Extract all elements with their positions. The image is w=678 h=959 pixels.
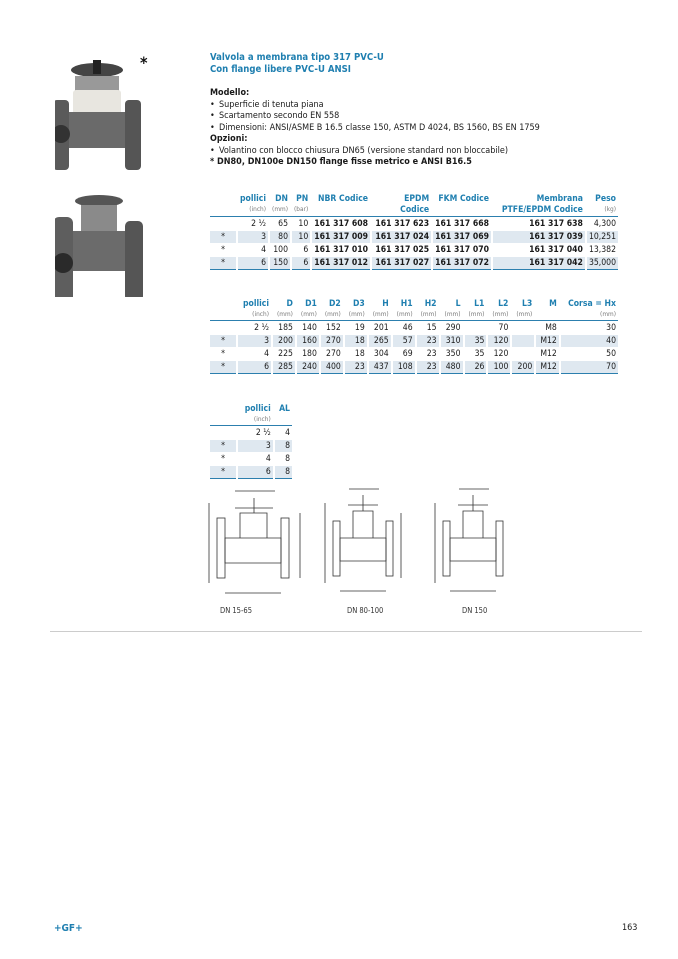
table-cell: 270 [326, 348, 341, 359]
table-cell: 161 317 025 [375, 245, 430, 255]
marker-header [210, 404, 236, 424]
column-title: Peso [595, 194, 616, 204]
divider [50, 631, 642, 632]
row-marker: * [221, 348, 225, 359]
table-cell: 6 [292, 257, 310, 270]
table-cell: 304 [373, 348, 389, 359]
table-cell: 19 [354, 322, 365, 333]
column-header [536, 299, 559, 319]
table-cell: 161 317 039 [493, 231, 585, 243]
column-unit: (inch) [253, 414, 271, 423]
table-row [210, 335, 618, 347]
table-cell: M12 [536, 361, 559, 374]
column-title: Corsa = Hx [568, 299, 616, 309]
row-marker: * [210, 361, 236, 374]
title-line-2: Con flange libere PVC-U ANSI [210, 64, 351, 75]
row-marker [210, 427, 236, 439]
marker-header [210, 299, 236, 319]
table-cell: 100 [488, 361, 510, 374]
table-cell: 161 317 040 [529, 245, 583, 255]
table-row [210, 427, 292, 439]
column-unit: (bar) [294, 204, 309, 213]
row-marker: * [210, 335, 236, 347]
column-unit: (mm) [272, 204, 288, 213]
column-header [297, 299, 319, 319]
table-cell: 140 [302, 322, 317, 333]
modello-item: • Dimensioni: ANSI/ASME B 16.5 classe 150, ASTM D 4024, BS 1560, BS EN 1759 [210, 123, 540, 135]
table-cell: 200 [512, 361, 534, 374]
table-cell: 265 [369, 335, 391, 347]
table-cell: 100 [273, 245, 288, 255]
column-header [465, 299, 487, 319]
table-cell: 437 [369, 361, 391, 374]
table-cell: 13,382 [588, 245, 616, 255]
table-cell: 65 [278, 219, 288, 229]
column-header [275, 404, 292, 424]
column-title: M [549, 299, 557, 309]
column-header [238, 299, 271, 319]
table-cell: 185 [278, 322, 293, 333]
row-marker: * [210, 231, 236, 243]
column-unit: (mm) [600, 309, 616, 318]
table-cell: 10 [292, 231, 310, 243]
opzioni-label: Opzioni: [210, 134, 248, 144]
drawing-caption: DN 80-100 [347, 606, 384, 615]
table-cell: 200 [273, 335, 295, 347]
table-cell: 161 317 012 [314, 258, 369, 268]
table-row [210, 322, 618, 334]
table-cell: 26 [465, 361, 487, 374]
table-row [210, 440, 292, 452]
column-header [270, 194, 290, 215]
drawing-caption: DN 15-65 [220, 606, 252, 615]
table-cell: 15 [426, 322, 437, 333]
table-cell: M8 [545, 322, 557, 333]
column-title: L [455, 299, 461, 309]
table-cell: 120 [488, 335, 510, 347]
bolts-table [208, 403, 294, 480]
table-cell: 8 [285, 453, 290, 464]
valve-photos [55, 52, 155, 297]
dimensions-table-wrap [208, 298, 620, 375]
table-cell: 4 [285, 427, 290, 438]
table-cell: 30 [606, 322, 616, 333]
column-title: H1 [400, 299, 413, 309]
table-cell [512, 335, 534, 347]
table-cell: 23 [345, 361, 367, 374]
column-title: PN [296, 194, 309, 204]
table-cell: 4 [264, 348, 269, 359]
column-title: D [286, 299, 293, 309]
column-title: AL [279, 404, 290, 414]
column-unit: (mm) [492, 309, 509, 318]
valve-photo-top [55, 60, 141, 170]
table-cell: 160 [297, 335, 319, 347]
table-cell [512, 322, 534, 334]
table-cell: 18 [345, 335, 367, 347]
table-row [210, 244, 618, 256]
table-cell: 225 [278, 348, 293, 359]
row-marker [210, 322, 236, 334]
column-unit: (inch) [252, 309, 269, 318]
table-row [210, 257, 618, 270]
table-cell: 4 [261, 245, 267, 255]
table-cell: 70 [498, 322, 509, 333]
table-cell: 70 [561, 361, 618, 374]
drawing-caption: DN 150 [462, 606, 488, 615]
column-title: L3 [522, 299, 533, 309]
row-marker [210, 218, 236, 230]
column-unit: (mm) [348, 309, 365, 318]
table-cell: 161 317 072 [435, 258, 489, 268]
column-header [561, 299, 618, 319]
drawing-dn150 [435, 489, 505, 591]
column-header [312, 194, 370, 215]
column-title: L1 [474, 299, 485, 309]
column-header [238, 194, 268, 215]
table-cell: 161 317 027 [372, 257, 431, 270]
column-header [273, 299, 295, 319]
table-cell: 161 317 024 [372, 231, 431, 243]
table-cell: 180 [302, 348, 317, 359]
table-cell: 2 ½ [255, 427, 271, 438]
column-header [238, 404, 273, 424]
table-cell: 6 [238, 466, 273, 479]
table-cell: 290 [445, 322, 461, 333]
table-cell: 201 [373, 322, 389, 333]
table-cell: 161 317 638 [529, 219, 583, 229]
table-cell: 240 [297, 361, 319, 374]
column-unit: (mm) [276, 309, 293, 318]
table-cell: 161 317 010 [314, 245, 369, 255]
table-cell: 35,000 [587, 257, 618, 270]
column-title: pollici [244, 404, 271, 414]
column-header [369, 299, 391, 319]
table-cell: 10 [298, 219, 309, 229]
column-header [587, 194, 618, 215]
row-marker: * [210, 440, 236, 452]
column-unit: (mm) [468, 309, 485, 318]
column-unit: (mm) [324, 309, 341, 318]
table-row [210, 218, 618, 230]
marker-header [210, 194, 236, 215]
table-cell: 400 [321, 361, 343, 374]
table-cell: 152 [326, 322, 341, 333]
codes-table-wrap [208, 193, 620, 271]
bolts-table-wrap [208, 403, 294, 480]
table-row [210, 231, 618, 243]
table-cell: 40 [561, 335, 618, 347]
page-title [210, 52, 384, 76]
table-cell: 3 [238, 231, 268, 243]
row-marker: * [210, 257, 236, 270]
modello-item: • Scartamento secondo EN 558 [210, 111, 540, 123]
column-title: NBR Codice [318, 194, 369, 204]
table-cell: 161 317 069 [435, 232, 489, 242]
technical-drawings [205, 483, 505, 608]
opzioni-item: • Volantino con blocco chiusura DN65 (versione standard non bloccabile) [210, 146, 540, 158]
gf-logo: +GF+ [54, 923, 83, 934]
row-marker: * [210, 466, 236, 479]
table-cell: 46 [402, 322, 413, 333]
table-cell: 6 [303, 245, 309, 255]
column-title: L2 [498, 299, 509, 309]
table-cell: 2 ½ [254, 322, 269, 333]
column-unit: (mm) [396, 309, 413, 318]
row-marker: * [221, 453, 225, 464]
column-title: FKM Codice [438, 194, 489, 204]
table-cell: 57 [393, 335, 415, 347]
table-cell: 4 [265, 453, 271, 464]
column-title: EPDM Codice [400, 194, 430, 215]
column-unit: (mm) [444, 309, 461, 318]
table-cell [465, 322, 487, 334]
modello-label: Modello: [210, 88, 250, 98]
opzioni-note: * DN80, DN100e DN150 flange fisse metrico e ANSI B16.5 [210, 157, 472, 167]
column-title: H [382, 299, 389, 309]
modello-section [210, 88, 540, 169]
column-header [393, 299, 415, 319]
drawing-dn15-65 [209, 491, 300, 593]
table-row [210, 466, 292, 479]
table-row [210, 453, 292, 465]
column-unit: (mm) [420, 309, 437, 318]
table-cell: 310 [441, 335, 463, 347]
table-cell: 6 [238, 257, 268, 270]
table-cell: M12 [536, 335, 559, 347]
table-cell: M12 [540, 348, 557, 359]
table-row [210, 361, 618, 374]
table-cell: 285 [273, 361, 295, 374]
table-cell: 480 [441, 361, 463, 374]
column-title: pollici [242, 299, 269, 309]
column-header [321, 299, 343, 319]
column-header [441, 299, 463, 319]
table-cell: 350 [445, 348, 461, 359]
column-title: D1 [305, 299, 317, 309]
page-number: 163 [622, 923, 638, 933]
table-cell: 23 [426, 348, 437, 359]
column-title: DN [275, 194, 288, 204]
table-cell: 80 [270, 231, 290, 243]
table-cell: 8 [275, 440, 292, 452]
title-line-1: Valvola a membrana tipo 317 PVC-U [210, 52, 384, 63]
photo-marker: * [140, 53, 148, 72]
table-cell: 10,251 [587, 231, 618, 243]
table-cell: 6 [238, 361, 271, 374]
modello-item: • Superficie di tenuta piana [210, 100, 540, 112]
drawing-dn80-100 [325, 489, 401, 591]
table-cell: 161 317 009 [314, 232, 369, 242]
valve-photo-bottom [55, 195, 143, 297]
table-cell: 108 [393, 361, 415, 374]
codes-table [208, 193, 620, 271]
dimensions-table [208, 298, 620, 375]
column-header [345, 299, 367, 319]
table-cell: 35 [474, 348, 485, 359]
column-title: H2 [424, 299, 437, 309]
table-row [210, 348, 618, 360]
column-header [292, 194, 310, 215]
column-header [417, 299, 439, 319]
table-cell: 270 [321, 335, 343, 347]
table-cell: 120 [493, 348, 509, 359]
table-cell: 4,300 [593, 219, 616, 229]
table-cell: 2 ½ [251, 219, 267, 229]
table-cell: 35 [465, 335, 487, 347]
table-cell: 23 [417, 335, 439, 347]
table-cell: 150 [270, 257, 290, 270]
column-title: Membrana PTFE/EPDM Codice [501, 194, 583, 215]
column-unit: (mm) [516, 309, 533, 318]
column-unit: (mm) [372, 309, 389, 318]
table-cell [512, 348, 534, 360]
column-header [433, 194, 491, 215]
table-cell: 8 [275, 466, 292, 479]
row-marker: * [221, 245, 225, 255]
table-cell: 18 [354, 348, 365, 359]
column-header [488, 299, 510, 319]
table-cell: 161 317 668 [435, 219, 489, 229]
column-title: pollici [240, 194, 267, 204]
table-cell: 69 [402, 348, 413, 359]
table-cell: 161 317 070 [435, 245, 489, 255]
column-header [372, 194, 431, 215]
column-unit: (mm) [300, 309, 317, 318]
table-cell: 161 317 608 [314, 219, 369, 229]
column-unit: (kg) [604, 204, 616, 213]
table-cell: 161 317 042 [493, 257, 585, 270]
table-cell: 50 [606, 348, 616, 359]
column-title: D3 [352, 299, 365, 309]
column-title: D2 [329, 299, 341, 309]
table-cell: 161 317 623 [375, 219, 430, 229]
column-header [493, 194, 585, 215]
column-header [512, 299, 534, 319]
table-cell: 3 [238, 335, 271, 347]
table-cell: 3 [238, 440, 273, 452]
table-cell: 23 [417, 361, 439, 374]
column-unit: (inch) [249, 204, 267, 213]
